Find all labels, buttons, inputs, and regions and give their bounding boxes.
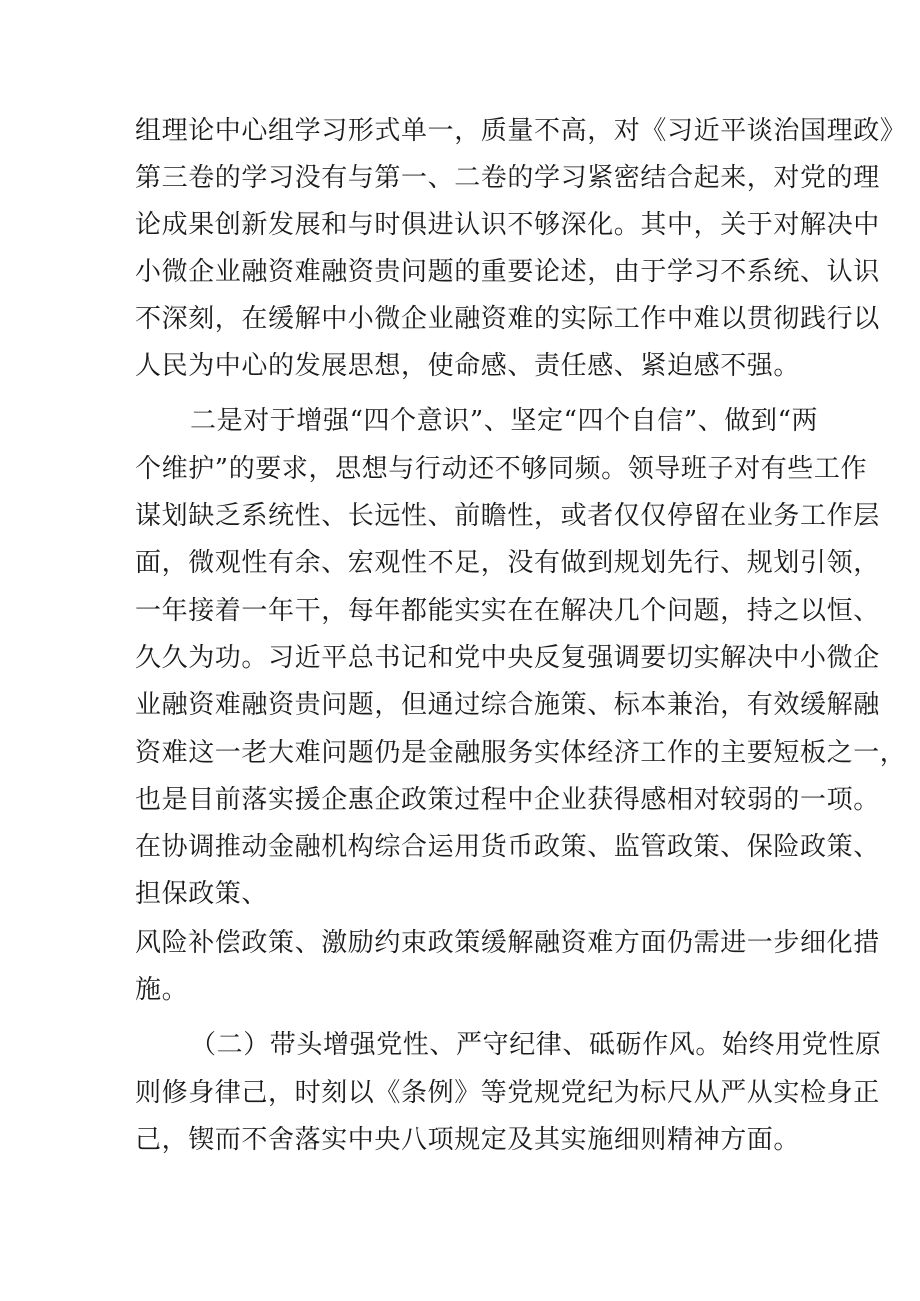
text-line: 担保政策、	[135, 879, 269, 909]
text-line: 一年接着一年干，每年都能实实在在解决几个问题，持之以恒、	[135, 596, 880, 626]
text-line: 施。	[135, 975, 189, 1005]
text-line: 面，微观性有余、宏观性不足，没有做到规划先行、规划引领，	[135, 548, 880, 578]
text-line: 组理论中心组学习形式单一，质量不高，对《习近平谈治国理政》	[135, 116, 907, 146]
text-line: 个维护”的要求，思想与行动还不够同频。领导班子对有些工作	[135, 454, 868, 484]
text-line: 业融资难融资贵问题，但通过综合施策、标本兼治，有效缓解融	[135, 690, 880, 720]
text-line: 久久为功。习近平总书记和党中央反复强调要切实解决中小微企	[135, 643, 880, 673]
text-line: 第三卷的学习没有与第一、二卷的学习紧密结合起来，对党的理	[135, 163, 880, 193]
text-line: 己，锲而不舍落实中央八项规定及其实施细则精神方面。	[135, 1125, 801, 1155]
text-line: 谋划缺乏系统性、长远性、前瞻性，或者仅仅停留在业务工作层	[135, 501, 880, 531]
text-line: 资难这一老大难问题仍是金融服务实体经济工作的主要短板之一，	[135, 738, 907, 768]
text-line: 不深刻，在缓解中小微企业融资难的实际工作中难以贯彻践行以	[135, 304, 880, 334]
paragraph-first-line: （二）带头增强党性、严守纪律、砥砺作风。始终用党性原	[190, 1030, 882, 1060]
text-line: 风险补偿政策、激励约束政策缓解融资难方面仍需进一步细化措	[135, 928, 880, 958]
text-line: 也是目前落实援企惠企政策过程中企业获得感相对较弱的一项。	[135, 785, 880, 815]
text-line: 在协调推动金融机构综合运用货币政策、监管政策、保险政策、	[135, 832, 880, 862]
text-line: 小微企业融资难融资贵问题的重要论述，由于学习不系统、认识	[135, 257, 880, 287]
text-line: 论成果创新发展和与时俱进认识不够深化。其中，关于对解决中	[135, 210, 880, 240]
text-line: 则修身律己，时刻以《条例》等党规党纪为标尺从严从实检身正	[135, 1078, 880, 1108]
paragraph-first-line: 二是对于增强“四个意识”、坚定“四个自信”、做到“两	[190, 406, 819, 436]
text-line: 人民为中心的发展思想，使命感、责任感、紧迫感不强。	[135, 351, 801, 381]
